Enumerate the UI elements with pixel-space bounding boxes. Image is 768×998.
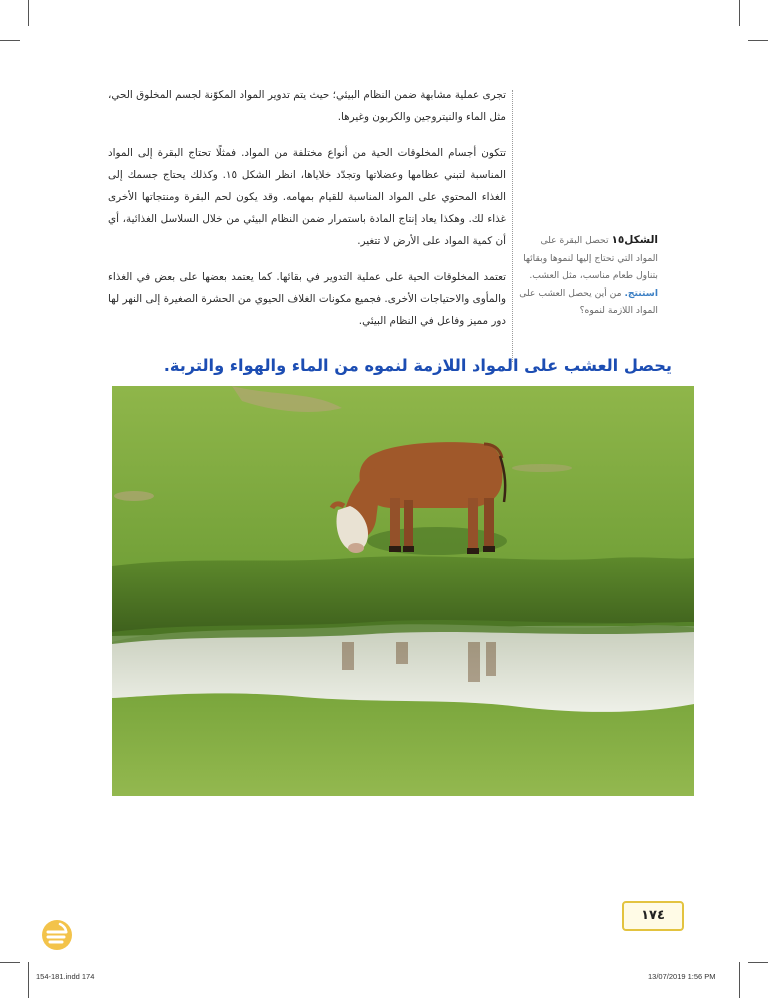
crop-mark (28, 0, 29, 26)
page-number: ١٧٤ (622, 901, 684, 931)
footer-file: 154-181.indd 174 (36, 972, 95, 981)
crop-mark (0, 40, 20, 41)
crop-mark (739, 0, 740, 26)
crop-mark (0, 962, 20, 963)
cow-grazing-photo (112, 386, 694, 796)
figure-caption-text: تحصل البقرة على المواد التي تحتاج إليها لنموها وبقائها بتناول طعام مناسب، مثل العشب. (523, 235, 658, 282)
answer-text: يحصل العشب على المواد اللازمة لنموه من الماء والهواء والتربة. (163, 356, 672, 375)
publisher-logo-icon (40, 918, 74, 956)
paragraph-3: تعتمد المخلوقات الحية على عملية التدوير في بقائها. كما يعتمد بعضها على بعض في الغذاء والمأوى والاحتياجات الأخرى. فجميع مكونات الغلاف الحيوي من الحشرة الصغيرة إلى النهر لها دور مميز وفاعل في النظام البيئي. (108, 271, 506, 327)
dirt-patch (512, 464, 572, 472)
paragraph-2: تتكون أجسام المخلوقات الحية من أنواع مختلفة من المواد. فمثلًا تحتاج البقرة إلى المواد المناسبة لتبني عظامها وعضلاتها وتجدّد خلاياها، انظر الشكل ١٥. وكذلك يحتاج جسمك إلى الغذاء المحتوي على المواد المناسبة للقيام بمهامه. وقد يكون لحم البقرة ومنتجاتها الأخرى غذاء لك. وهكذا يعاد إنتاج المادة باستمرار ضمن النظام البيئي من خلال السلاسل الغذائية، أي أن كمية المواد على الأرض لا تتغير. (108, 147, 506, 247)
column-divider (512, 90, 513, 362)
paragraph-1: تجرى عملية مشابهة ضمن النظام البيئي؛ حيث يتم تدوير المواد المكوّنة لجسم المخلوق الحي، مثل الماء والنيتروجين والكربون وغيرها. (108, 89, 506, 123)
figure-caption (518, 232, 658, 320)
figure-label: الشكل١٥ (611, 234, 658, 246)
crop-mark (739, 962, 740, 998)
crop-mark (748, 40, 768, 41)
infer-label: استنتج. (624, 287, 658, 299)
footer-date: 13/07/2019 1:56 PM (648, 972, 716, 981)
dirt-patch (114, 491, 154, 501)
body-text (108, 84, 506, 346)
infer-question: من أين يحصل العشب على المواد اللازمة لنموه؟ (519, 287, 658, 317)
crop-mark (28, 962, 29, 998)
crop-mark (748, 962, 768, 963)
